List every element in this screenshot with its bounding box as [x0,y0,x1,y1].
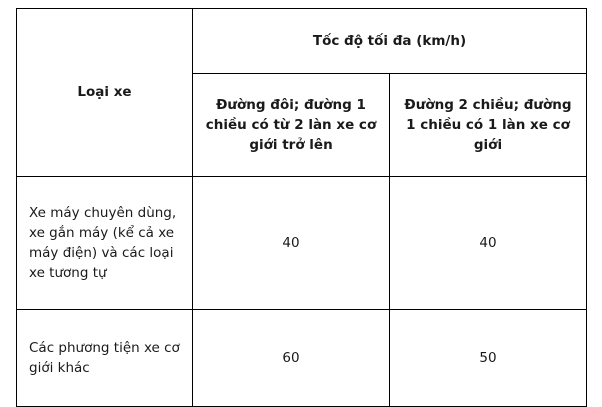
table-row [17,310,587,407]
header-vehicle-type: Loại xe [17,9,193,177]
header-max-speed: Tốc độ tối đa (km/h) [193,9,587,74]
cell-lane-b-value: 50 [390,310,587,407]
header-lane-b: Đường 2 chiều; đường 1 chiều có 1 làn xe cơ giới [390,74,587,177]
cell-vehicle-type: Các phương tiện xe cơ giới khác [17,310,193,407]
table-row [17,177,587,310]
cell-lane-b-value: 40 [390,177,587,310]
cell-lane-a-value: 40 [193,177,390,310]
header-lane-a: Đường đôi; đường 1 chiều có từ 2 làn xe cơ giới trở lên [193,74,390,177]
cell-vehicle-type: Xe máy chuyên dùng, xe gắn máy (kể cả xe máy điện) và các loại xe tương tự [17,177,193,310]
speed-limit-table [16,8,587,407]
cell-lane-a-value: 60 [193,310,390,407]
table-header-row-top [17,9,587,74]
